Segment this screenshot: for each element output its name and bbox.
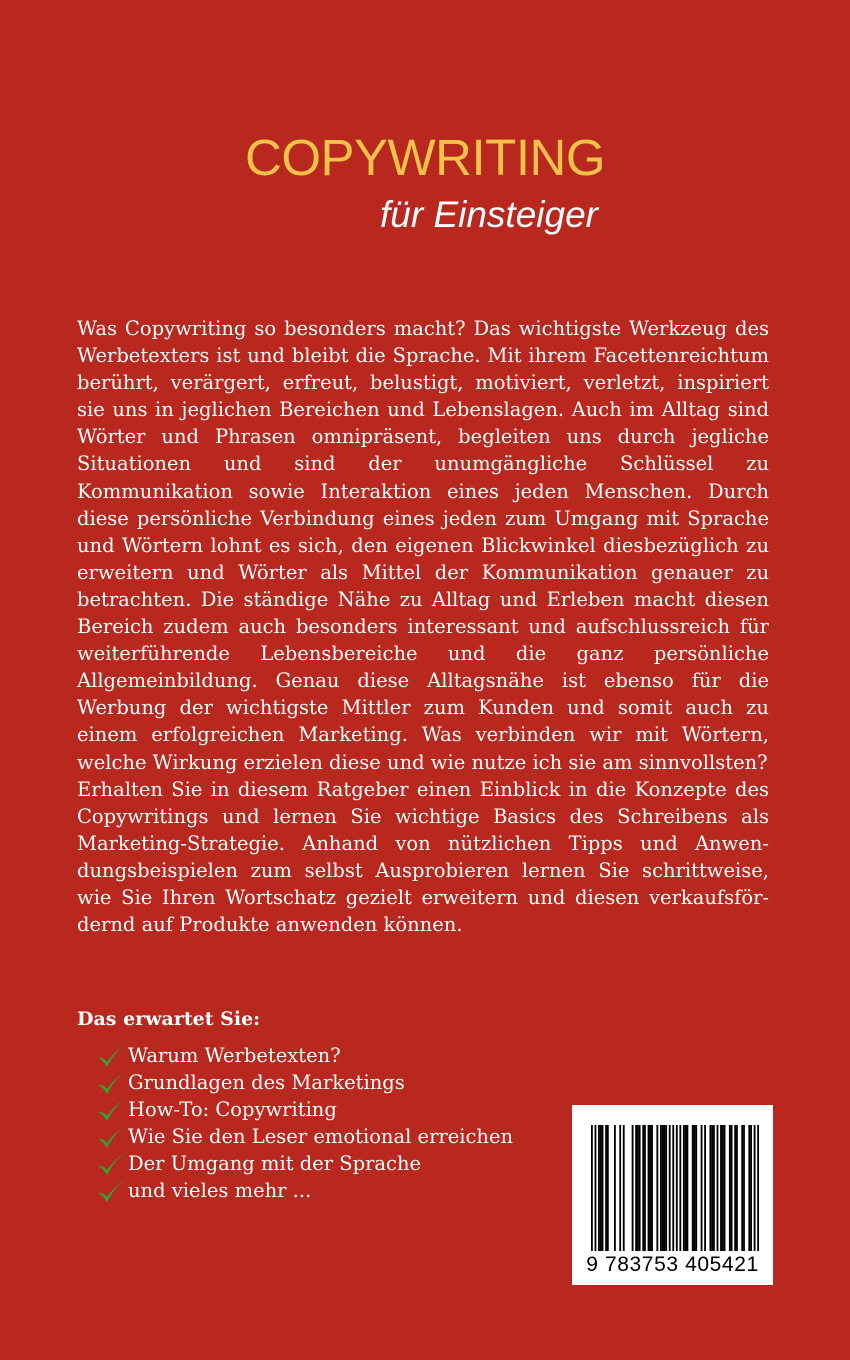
blurb — [77, 315, 769, 938]
list-item-label: und vieles mehr ... — [128, 1179, 312, 1202]
list-item — [96, 1042, 513, 1069]
barcode-bar — [750, 1125, 752, 1251]
barcode-bar — [736, 1125, 738, 1251]
barcode-bar — [632, 1125, 634, 1251]
barcode-bar — [664, 1125, 666, 1251]
list-item — [96, 1177, 513, 1204]
barcode-bar — [685, 1125, 687, 1251]
barcode-bar — [694, 1125, 696, 1251]
barcode-bar — [722, 1125, 724, 1251]
barcode-bar — [635, 1125, 637, 1251]
barcode-bar — [598, 1125, 600, 1251]
barcode-bar — [743, 1125, 745, 1251]
barcode-bar — [676, 1125, 678, 1251]
blurb-paragraph-2: Erhalten Sie in diesem Ratgeber einen Einblick in die Konzepte des Copywritings und lernen Sie wichtige Basics des Schreibens als Marketing-Strategie. Anhand von nützlichen Tipps und Anwendungsbeispielen zum selbst Ausprobieren lernen Sie schrittweise, wie Sie Ihren Wortschatz gezielt erweitern und diesen verkaufsfördernd auf Produkte anwenden können. — [77, 777, 769, 937]
list-item-label: Warum Werbetexten? — [128, 1044, 341, 1067]
barcode-bar — [754, 1125, 756, 1251]
barcode-bar — [656, 1125, 658, 1251]
barcode-bar — [662, 1125, 664, 1251]
barcode-bar — [724, 1125, 726, 1251]
barcode-bar — [731, 1125, 733, 1251]
barcode-bar — [704, 1125, 706, 1251]
barcode-bar — [637, 1125, 639, 1251]
barcode-bar — [686, 1125, 688, 1251]
barcode-bar — [683, 1125, 685, 1251]
list-item — [96, 1150, 513, 1177]
barcode-bar — [639, 1125, 641, 1251]
list-item — [96, 1096, 513, 1123]
list-heading: Das erwartet Sie: — [77, 1008, 261, 1030]
barcode-bar — [734, 1125, 736, 1251]
barcode-bar — [605, 1125, 607, 1251]
list-item — [96, 1069, 513, 1096]
barcode-bar — [648, 1125, 650, 1251]
barcode-bar — [591, 1125, 593, 1251]
barcode-bar — [669, 1125, 671, 1251]
barcode-bar — [748, 1125, 750, 1251]
barcode-bar — [651, 1125, 653, 1251]
barcode-bar — [602, 1125, 604, 1251]
barcode-bar — [595, 1125, 597, 1251]
barcode-bar — [642, 1125, 644, 1251]
list-item — [96, 1123, 513, 1150]
book-title: COPYWRITING — [245, 129, 605, 186]
barcode-bar — [623, 1125, 625, 1251]
list-item-label: Der Umgang mit der Sprache — [128, 1152, 422, 1175]
feature-list — [96, 1042, 513, 1204]
isbn-barcode — [572, 1105, 773, 1285]
barcode-bar — [679, 1125, 681, 1251]
check-icon — [96, 1071, 126, 1097]
barcode-bar — [695, 1125, 697, 1251]
barcode-bar — [649, 1125, 651, 1251]
barcode-bar — [701, 1125, 703, 1251]
list-item-label: Wie Sie den Leser emotional erreichen — [128, 1125, 514, 1148]
barcode-bar — [717, 1125, 719, 1251]
list-item-label: Grundlagen des Marketings — [128, 1071, 405, 1094]
check-icon — [96, 1179, 126, 1205]
list-item-label: How-To: Copywriting — [128, 1098, 337, 1121]
barcode-bar — [660, 1125, 662, 1251]
barcode-bar — [619, 1125, 621, 1251]
barcode-bar — [692, 1125, 694, 1251]
barcode-bar — [644, 1125, 646, 1251]
barcode-bar — [720, 1125, 722, 1251]
barcode-bar — [741, 1125, 743, 1251]
barcode-bar — [607, 1125, 609, 1251]
barcode-bar — [709, 1125, 711, 1251]
barcode-bar — [713, 1125, 715, 1251]
book-subtitle: für Einsteiger — [380, 194, 598, 235]
barcode-bar — [672, 1125, 674, 1251]
check-icon — [96, 1125, 126, 1151]
barcode-bar — [614, 1125, 616, 1251]
blurb-paragraph-1: Was Copywriting so besonders macht? Das wichtigste Werkzeug des Werbetexters ist und bleibt die Sprache. Mit ihrem Facettenreichtum berührt, verärgert, erfreut, belustigt, motiviert, verletzt, inspiriert sie uns in jeglichen Bereichen und Lebenslagen. Auch im Alltag sind Wörter und Phrasen omnipräsent, begleiten uns durch jegliche Situationen und sind der unumgängliche Schlüssel zu Kommunikation sowie Interaktion eines jeden Menschen. Durch diese persönliche Verbindung eines jeden zum Umgang mit Sprache und Wörtern lohnt es sich, den eigenen Blickwinkel diesbezüglich zu erweitern und Wörter als Mittel der Kommunikation genauer zu betrachten. Die ständige Nähe zu Alltag und Erleben macht diesen Bereich zudem auch besonders interessant und aufschlussreich für weiterführende Lebensbereiche und die ganz persönliche Allgemeinbildung. Genau diese Alltagsnähe ist ebenso für die Werbung der wichtigste Mittler zum Kunden und somit auch zu einem erfolgreichen Marketing. Was verbinden wir mit Wörtern, welche Wirkung erzielen diese und wie nutze ich sie am sinnvollsten? — [77, 317, 769, 774]
barcode-bar — [665, 1125, 667, 1251]
barcode-bars — [591, 1125, 759, 1251]
barcode-bar — [757, 1125, 759, 1251]
barcode-bar — [729, 1125, 731, 1251]
barcode-bar — [600, 1125, 602, 1251]
check-icon — [96, 1098, 126, 1124]
check-icon — [96, 1152, 126, 1178]
isbn-number: 9 783753 405421 — [586, 1253, 759, 1276]
barcode-bar — [711, 1125, 713, 1251]
check-icon — [96, 1044, 126, 1070]
